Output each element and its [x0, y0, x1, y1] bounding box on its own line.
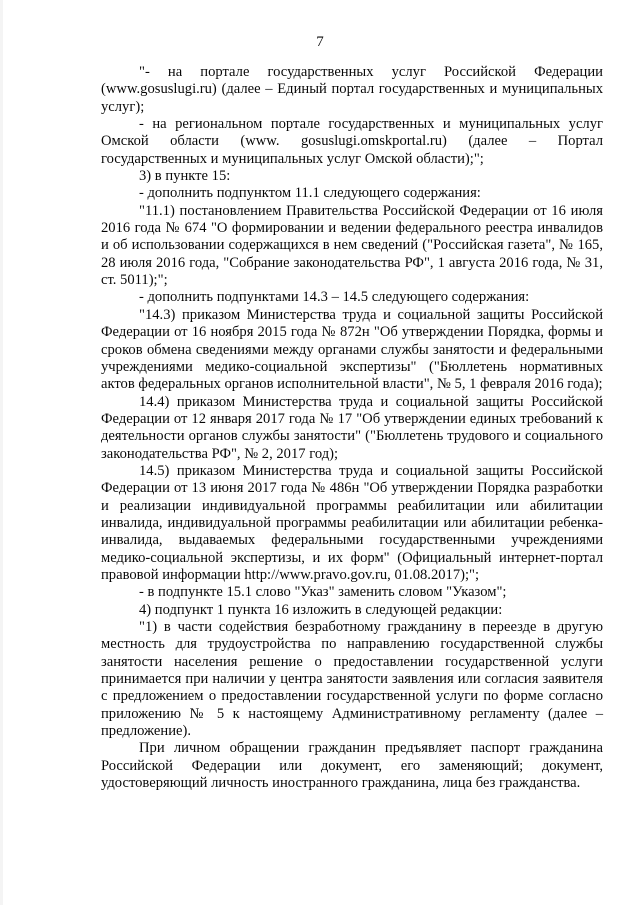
paragraph-15-1: - в подпункте 15.1 слово "Указ" заменить словом "Указом"; — [139, 584, 507, 601]
paragraph-portal-regional: - на региональном портале государственных и муниципальных услуг Омской области (www. gosuslugi.omskportal.ru) (далее – Портал государственных и муниципальных услуг Омской области);"; — [101, 116, 603, 167]
scan-edge — [0, 0, 3, 905]
paragraph-subitem-1: "1) в части содействия безработному гражданину в переезде в другую местность для трудоустройства по направлению государственной службы занятости населения решение о предоставлении государственной услуги принимается при наличии у центра занятости заявления или согласия заявителя с предложением о предоставлении государственной услуги по форме согласно приложению № 5 к настоящему Административному регламенту (далее – предложение). — [101, 619, 603, 740]
page-number: 7 — [316, 34, 324, 50]
paragraph-14-5: 14.5) приказом Министерства труда и социальной защиты Российской Федерации от 13 июня 2017 года № 486н "Об утверждении Порядка разработки и реализации индивидуальной программы реабилитации или абилитации инвалида, индивидуальной программы реабилитации или абилитации ребенка-инвалида, выдаваемых федеральными государственными учреждениями медико-социальной экспертизы, и их форм" (Официальный интернет-портал правовой информации http://www.pravo.gov.ru, 01.08.2017);"; — [101, 462, 603, 583]
paragraph-portal-federal: "- на портале государственных услуг Российской Федерации (www.gosuslugi.ru) (далее – Единый портал государственных и муниципальных услуг); — [101, 64, 603, 115]
paragraph-add-14: - дополнить подпунктами 14.3 – 14.5 следующего содержания: — [139, 289, 530, 306]
paragraph-14-4: 14.4) приказом Министерства труда и социальной защиты Российской Федерации от 12 января 2017 года № 17 "Об утверждении единых требований к деятельности органов службы занятости" ("Бюллетень трудового и социального законодательства РФ", № 2, 2017 год); — [101, 393, 603, 462]
paragraph-item-3: 3) в пункте 15: — [139, 168, 231, 185]
paragraph-11-1: "11.1) постановлением Правительства Российской Федерации от 16 июля 2016 года № 674 "О формировании и ведении федерального реестра инвалидов и об использовании содержащихся в нем сведений ("Российская газета", № 165, 28 июля 2016 года, "Собрание законодательства РФ", 1 августа 2016 года, № 31, ст. 5011);"; — [101, 202, 603, 289]
document-body — [101, 64, 603, 792]
paragraph-14-3: "14.3) приказом Министерства труда и социальной защиты Российской Федерации от 16 ноября 2015 года № 872н "Об утверждении Порядка, формы и сроков обмена сведениями между органами службы занятости и федеральными учреждениями медико-социальной экспертизы" ("Бюллетень нормативных актов федеральных органов исполнительной власти", № 5, 1 февраля 2016 года); — [101, 306, 603, 393]
paragraph-item-4: 4) подпункт 1 пункта 16 изложить в следующей редакции: — [139, 601, 503, 618]
paragraph-passport: При личном обращении гражданин предъявляет паспорт гражданина Российской Федерации или документ, его заменяющий; документ, удостоверяющий личность иностранного гражданина, лица без гражданства. — [101, 740, 603, 792]
paragraph-add-11-1: - дополнить подпунктом 11.1 следующего содержания: — [139, 185, 481, 202]
